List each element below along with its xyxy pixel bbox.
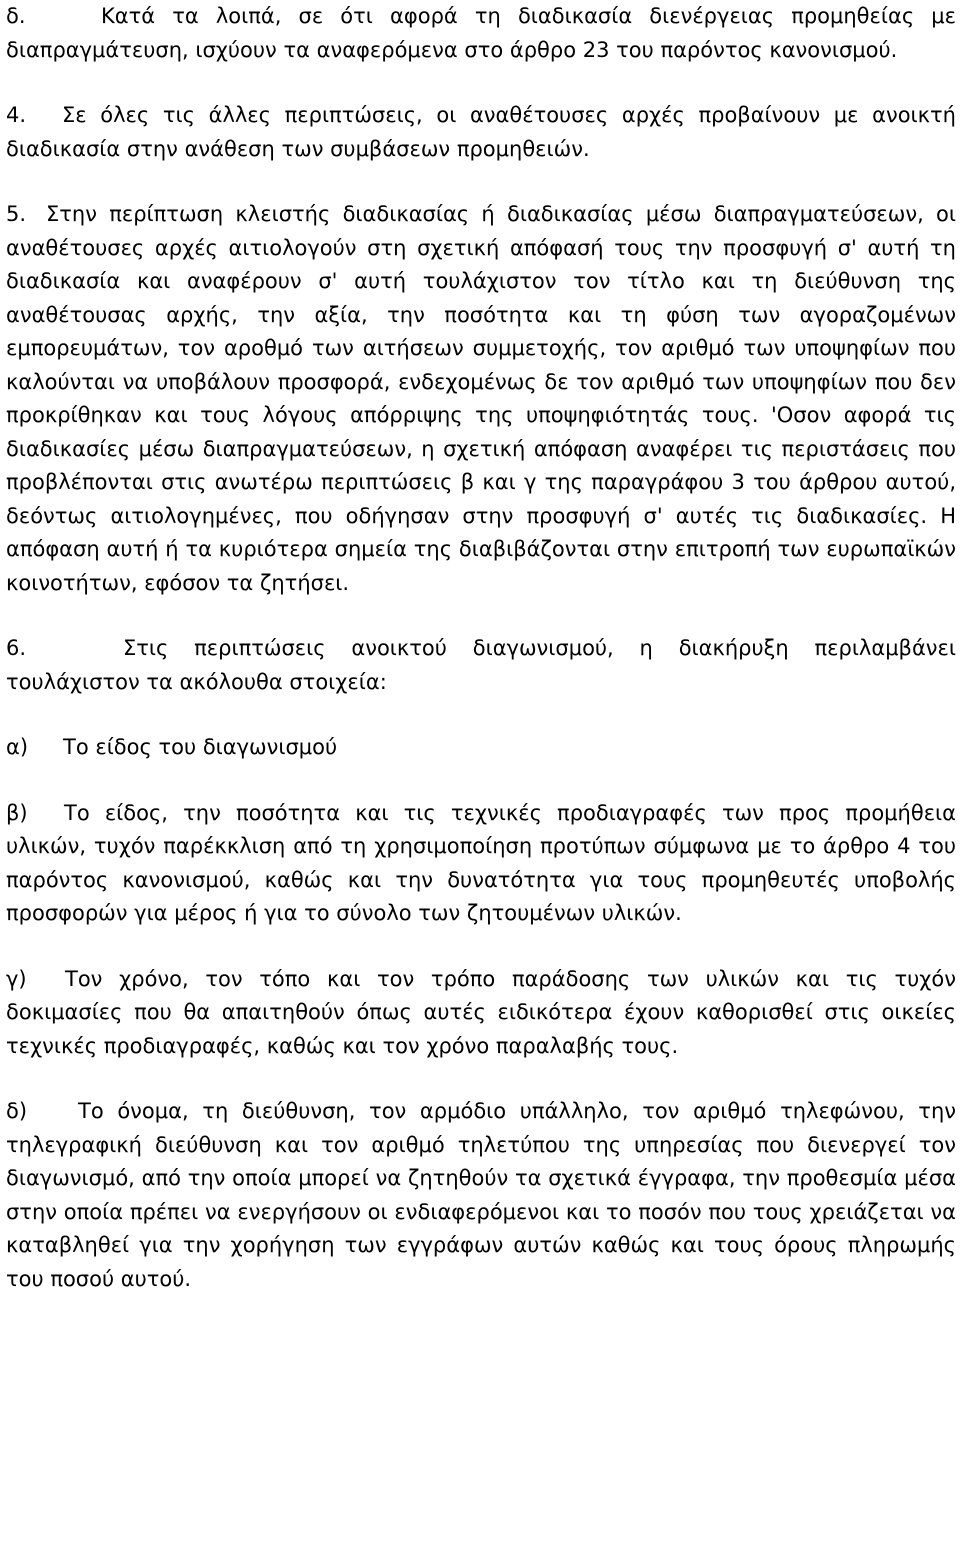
item-label: β) — [6, 800, 28, 825]
item-text: Το είδος, την ποσότητα και τις τεχνικές προδιαγραφές των προς προμήθεια υλικών, τυχόν παρέκκλιση από τη χρησιμοποίηση προτύπων σύμφωνα με το άρθρο 4 του παρόντος κανονισμού, καθώς και την δυνατότητα για τους προμηθευτές υποβολής προσφορών για μέρος ή για το σύνολο των ζητουμένων υλικών. — [6, 800, 956, 925]
item-c — [6, 963, 956, 1064]
spacer — [6, 699, 956, 731]
document-page — [6, 0, 956, 1296]
spacer — [6, 1063, 956, 1095]
item-text: Το όνομα, τη διεύθυνση, τον αρμόδιο υπάλληλο, τον αριθμό τηλεφώνου, την τηλεγραφική διεύθυνση και τον αριθμό τηλετύπου της υπηρεσίας που διενεργεί τον διαγωνισμό, από την οποία μπορεί να ζητηθούν τα σχετικά έγγραφα, την προθεσμία μέσα στην οποία πρέπει να ενεργήσουν οι ενδιαφερόμενοι και το ποσόν που τους χρειάζεται να καταβληθεί για την χορήγηση των εγγράφων αυτών καθώς και τους όρους πληρωμής του ποσού αυτού. — [6, 1099, 956, 1291]
item-text: Τον χρόνο, τον τόπο και τον τρόπο παράδοσης των υλικών και τις τυχόν δοκιμασίες που θα απαιτηθούν όπως αυτές ειδικότερα έχουν καθορισθεί στις οικείες τεχνικές προδιαγραφές, καθώς και τον χρόνο παραλαβής τους. — [6, 966, 956, 1058]
spacer — [6, 166, 956, 198]
item-label: γ) — [6, 966, 27, 991]
paragraph-text: Κατά τα λοιπά, σε ότι αφορά τη διαδικασία διενέργειας προμηθείας με διαπραγμάτευση, ισχύουν τα αναφερόμενα στο άρθρο 23 του παρόντος κανονισμού. — [6, 4, 956, 62]
paragraph-number: 6. — [6, 636, 27, 660]
spacer — [6, 600, 956, 632]
paragraph-5 — [6, 198, 956, 600]
item-d — [6, 1095, 956, 1296]
paragraph-text: Στις περιπτώσεις ανοικτού διαγωνισμού, η διακήρυξη περιλαμβάνει τουλάχιστον τα ακόλουθα στοιχεία: — [6, 636, 956, 694]
paragraph-number: δ. — [6, 4, 26, 28]
item-text: Το είδος του διαγωνισμού — [63, 735, 338, 759]
paragraph-6 — [6, 632, 956, 699]
paragraph-d — [6, 0, 956, 67]
paragraph-4 — [6, 99, 956, 166]
item-a — [6, 731, 956, 765]
spacer — [6, 765, 956, 797]
paragraph-number: 5. — [6, 202, 27, 226]
paragraph-text: Σε όλες τις άλλες περιπτώσεις, οι αναθέτουσες αρχές προβαίνουν με ανοικτή διαδικασία στην ανάθεση των συμβάσεων προμηθειών. — [6, 103, 956, 161]
spacer — [6, 931, 956, 963]
item-b — [6, 797, 956, 931]
item-label: α) — [6, 735, 29, 759]
spacer — [6, 67, 956, 99]
paragraph-text: Στην περίπτωση κλειστής διαδικασίας ή διαδικασίας μέσω διαπραγματεύσεων, οι αναθέτουσες αρχές αιτιολογούν στη σχετική απόφασή τους την προσφυγή σ' αυτή τη διαδικασία και αναφέρουν σ' αυτή τουλάχιστον τον τίτλο και τη διεύθυνση της αναθέτουσας αρχής, την αξία, την ποσότητα και τη φύση των αγοραζομένων εμπορευμάτων, τον αροθμό των αιτήσεων συμμετοχής, τον αριθμό των υποψηφίων που καλούνται να υποβάλουν προσφορά, ενδεχομένως δε τον αριθμό των υποψηφίων που δεν προκρίθηκαν και τους λόγους απόρριψης της υποψηφιότητάς τους. 'Οσον αφορά τις διαδικασίες μέσω διαπραγματεύσεων, η σχετική απόφαση αναφέρει τις περιστάσεις που προβλέπονται στις ανωτέρω περιπτώσεις β και γ της παραγράφου 3 του άρθρου αυτού, δεόντως αιτιολογημένες, που οδήγησαν στην προσφυγή σ' αυτές τις διαδικασίες. Η απόφαση αυτή ή τα κυριότερα σημεία της διαβιβάζονται στην επιτροπή των ευρωπαϊκών κοινοτήτων, εφόσον τα ζητήσει. — [6, 202, 956, 595]
item-label: δ) — [6, 1099, 28, 1123]
paragraph-number: 4. — [6, 103, 27, 127]
